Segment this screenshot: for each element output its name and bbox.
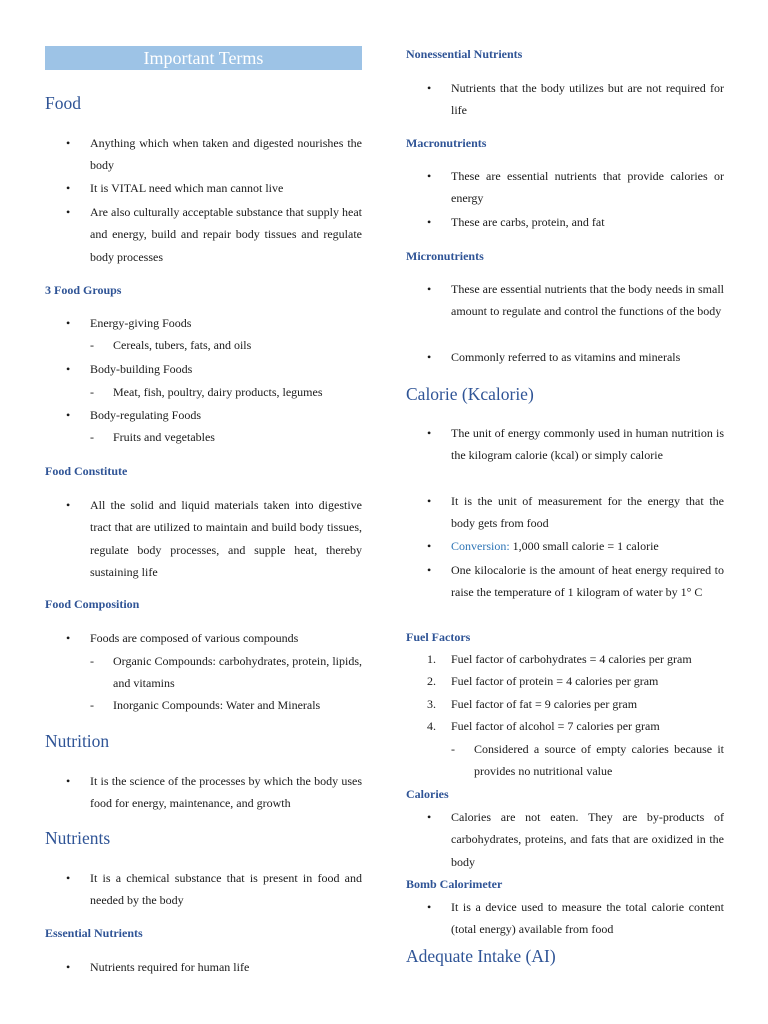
- macronutrients-bullet-2: These are carbs, protein, and fat: [451, 215, 605, 229]
- list-number: 3.: [427, 697, 436, 711]
- dash-glyph: -: [90, 654, 94, 668]
- bullet-glyph: •: [427, 426, 432, 440]
- food-group-3: Body-regulating Foods: [90, 408, 201, 422]
- food-group-1: Energy-giving Foods: [90, 316, 192, 330]
- bullet-glyph: •: [427, 494, 432, 508]
- food-bullet-1: Anything which when taken and digested nourishes the body: [90, 136, 362, 173]
- macronutrients-heading: Macronutrients: [406, 136, 487, 150]
- list-number: 2.: [427, 674, 436, 688]
- micronutrients-heading: Micronutrients: [406, 249, 484, 263]
- nonessential-nutrients-bullet: Nutrients that the body utilizes but are not required for life: [451, 81, 724, 118]
- bullet-glyph: •: [427, 282, 432, 296]
- bullet-glyph: •: [66, 362, 71, 376]
- adequate-intake-heading: Adequate Intake (AI): [406, 946, 556, 966]
- food-constitute-bullet: All the solid and liquid materials taken into digestive tract that are utilized to maintain and build body tissues, regulate body processes, and supple heat, thereby sustaining life: [90, 498, 362, 579]
- dash-glyph: -: [90, 698, 94, 712]
- bullet-glyph: •: [66, 316, 71, 330]
- food-group-3-sub: Fruits and vegetables: [113, 430, 215, 444]
- micronutrients-bullet-2: Commonly referred to as vitamins and minerals: [451, 350, 681, 364]
- bullet-glyph: •: [427, 539, 432, 553]
- bullet-glyph: •: [66, 205, 71, 219]
- bullet-glyph: •: [427, 215, 432, 229]
- bullet-glyph: •: [427, 900, 432, 914]
- calorie-bullet-2: It is the unit of measurement for the energy that the body gets from food: [451, 494, 724, 531]
- conversion-text: 1,000 small calorie = 1 calorie: [509, 539, 659, 553]
- bullet-glyph: •: [66, 498, 71, 512]
- bullet-glyph: •: [66, 960, 71, 974]
- food-group-2-sub: Meat, fish, poultry, dairy products, legumes: [113, 385, 323, 399]
- list-number: 1.: [427, 652, 436, 666]
- food-heading: Food: [45, 93, 81, 113]
- essential-nutrients-bullet: Nutrients required for human life: [90, 960, 250, 974]
- bullet-glyph: •: [66, 871, 71, 885]
- fuel-factor-4: Fuel factor of alcohol = 7 calories per gram: [451, 719, 660, 733]
- bullet-glyph: •: [66, 136, 71, 150]
- bullet-glyph: •: [427, 169, 432, 183]
- fuel-factor-2: Fuel factor of protein = 4 calories per gram: [451, 674, 659, 688]
- food-composition-bullet: Foods are composed of various compounds: [90, 631, 299, 645]
- food-composition-sub-1: Organic Compounds: carbohydrates, protein, lipids, and vitamins: [113, 654, 362, 691]
- dash-glyph: -: [90, 338, 94, 352]
- nonessential-nutrients-heading: Nonessential Nutrients: [406, 47, 523, 61]
- calorie-bullet-1: The unit of energy commonly used in human nutrition is the kilogram calorie (kcal) or simply calorie: [451, 426, 724, 463]
- bomb-calorimeter-heading: Bomb Calorimeter: [406, 877, 503, 891]
- bullet-glyph: •: [66, 774, 71, 788]
- bomb-calorimeter-bullet: It is a device used to measure the total calorie content (total energy) available from food: [451, 900, 724, 937]
- calorie-bullet-4: One kilocalorie is the amount of heat energy required to raise the temperature of 1 kilogram of water by 1° C: [451, 563, 724, 600]
- bullet-glyph: •: [427, 350, 432, 364]
- nutrition-heading: Nutrition: [45, 731, 110, 751]
- list-number: 4.: [427, 719, 436, 733]
- bullet-glyph: •: [66, 181, 71, 195]
- nutrition-bullet: It is the science of the processes by which the body uses food for energy, maintenance, and growth: [90, 774, 362, 811]
- fuel-factor-4-sub: Considered a source of empty calories because it provides no nutritional value: [474, 742, 724, 779]
- nutrients-bullet: It is a chemical substance that is present in food and needed by the body: [90, 871, 362, 908]
- fuel-factor-1: Fuel factor of carbohydrates = 4 calories per gram: [451, 652, 692, 666]
- bullet-glyph: •: [66, 408, 71, 422]
- conversion-label: Conversion:: [451, 539, 510, 553]
- dash-glyph: -: [451, 742, 455, 756]
- calorie-conversion: [451, 535, 724, 557]
- macronutrients-bullet-1: These are essential nutrients that provide calories or energy: [451, 169, 724, 206]
- calorie-heading: Calorie (Kcalorie): [406, 384, 534, 404]
- important-terms-banner: Important Terms: [45, 46, 362, 70]
- essential-nutrients-heading: Essential Nutrients: [45, 926, 143, 940]
- fuel-factor-3: Fuel factor of fat = 9 calories per gram: [451, 697, 638, 711]
- food-bullet-2: It is VITAL need which man cannot live: [90, 181, 284, 195]
- calories-bullet: Calories are not eaten. They are by-products of carbohydrates, proteins, and fats that are oxidized in the body: [451, 810, 724, 869]
- food-composition-heading: Food Composition: [45, 597, 140, 611]
- calories-heading: Calories: [406, 787, 449, 801]
- bullet-glyph: •: [427, 81, 432, 95]
- fuel-factors-heading: Fuel Factors: [406, 630, 471, 644]
- nutrients-heading: Nutrients: [45, 828, 111, 848]
- dash-glyph: -: [90, 430, 94, 444]
- bullet-glyph: •: [66, 631, 71, 645]
- food-groups-heading: 3 Food Groups: [45, 283, 122, 297]
- food-group-2: Body-building Foods: [90, 362, 193, 376]
- dash-glyph: -: [90, 385, 94, 399]
- bullet-glyph: •: [427, 563, 432, 577]
- micronutrients-bullet-1: These are essential nutrients that the body needs in small amount to regulate and control the functions of the body: [451, 282, 724, 319]
- food-group-1-sub: Cereals, tubers, fats, and oils: [113, 338, 252, 352]
- food-constitute-heading: Food Constitute: [45, 464, 128, 478]
- bullet-glyph: •: [427, 810, 432, 824]
- food-bullet-3: Are also culturally acceptable substance that supply heat and energy, build and repair body tissues and regulate body processes: [90, 205, 362, 264]
- food-composition-sub-2: Inorganic Compounds: Water and Minerals: [113, 698, 321, 712]
